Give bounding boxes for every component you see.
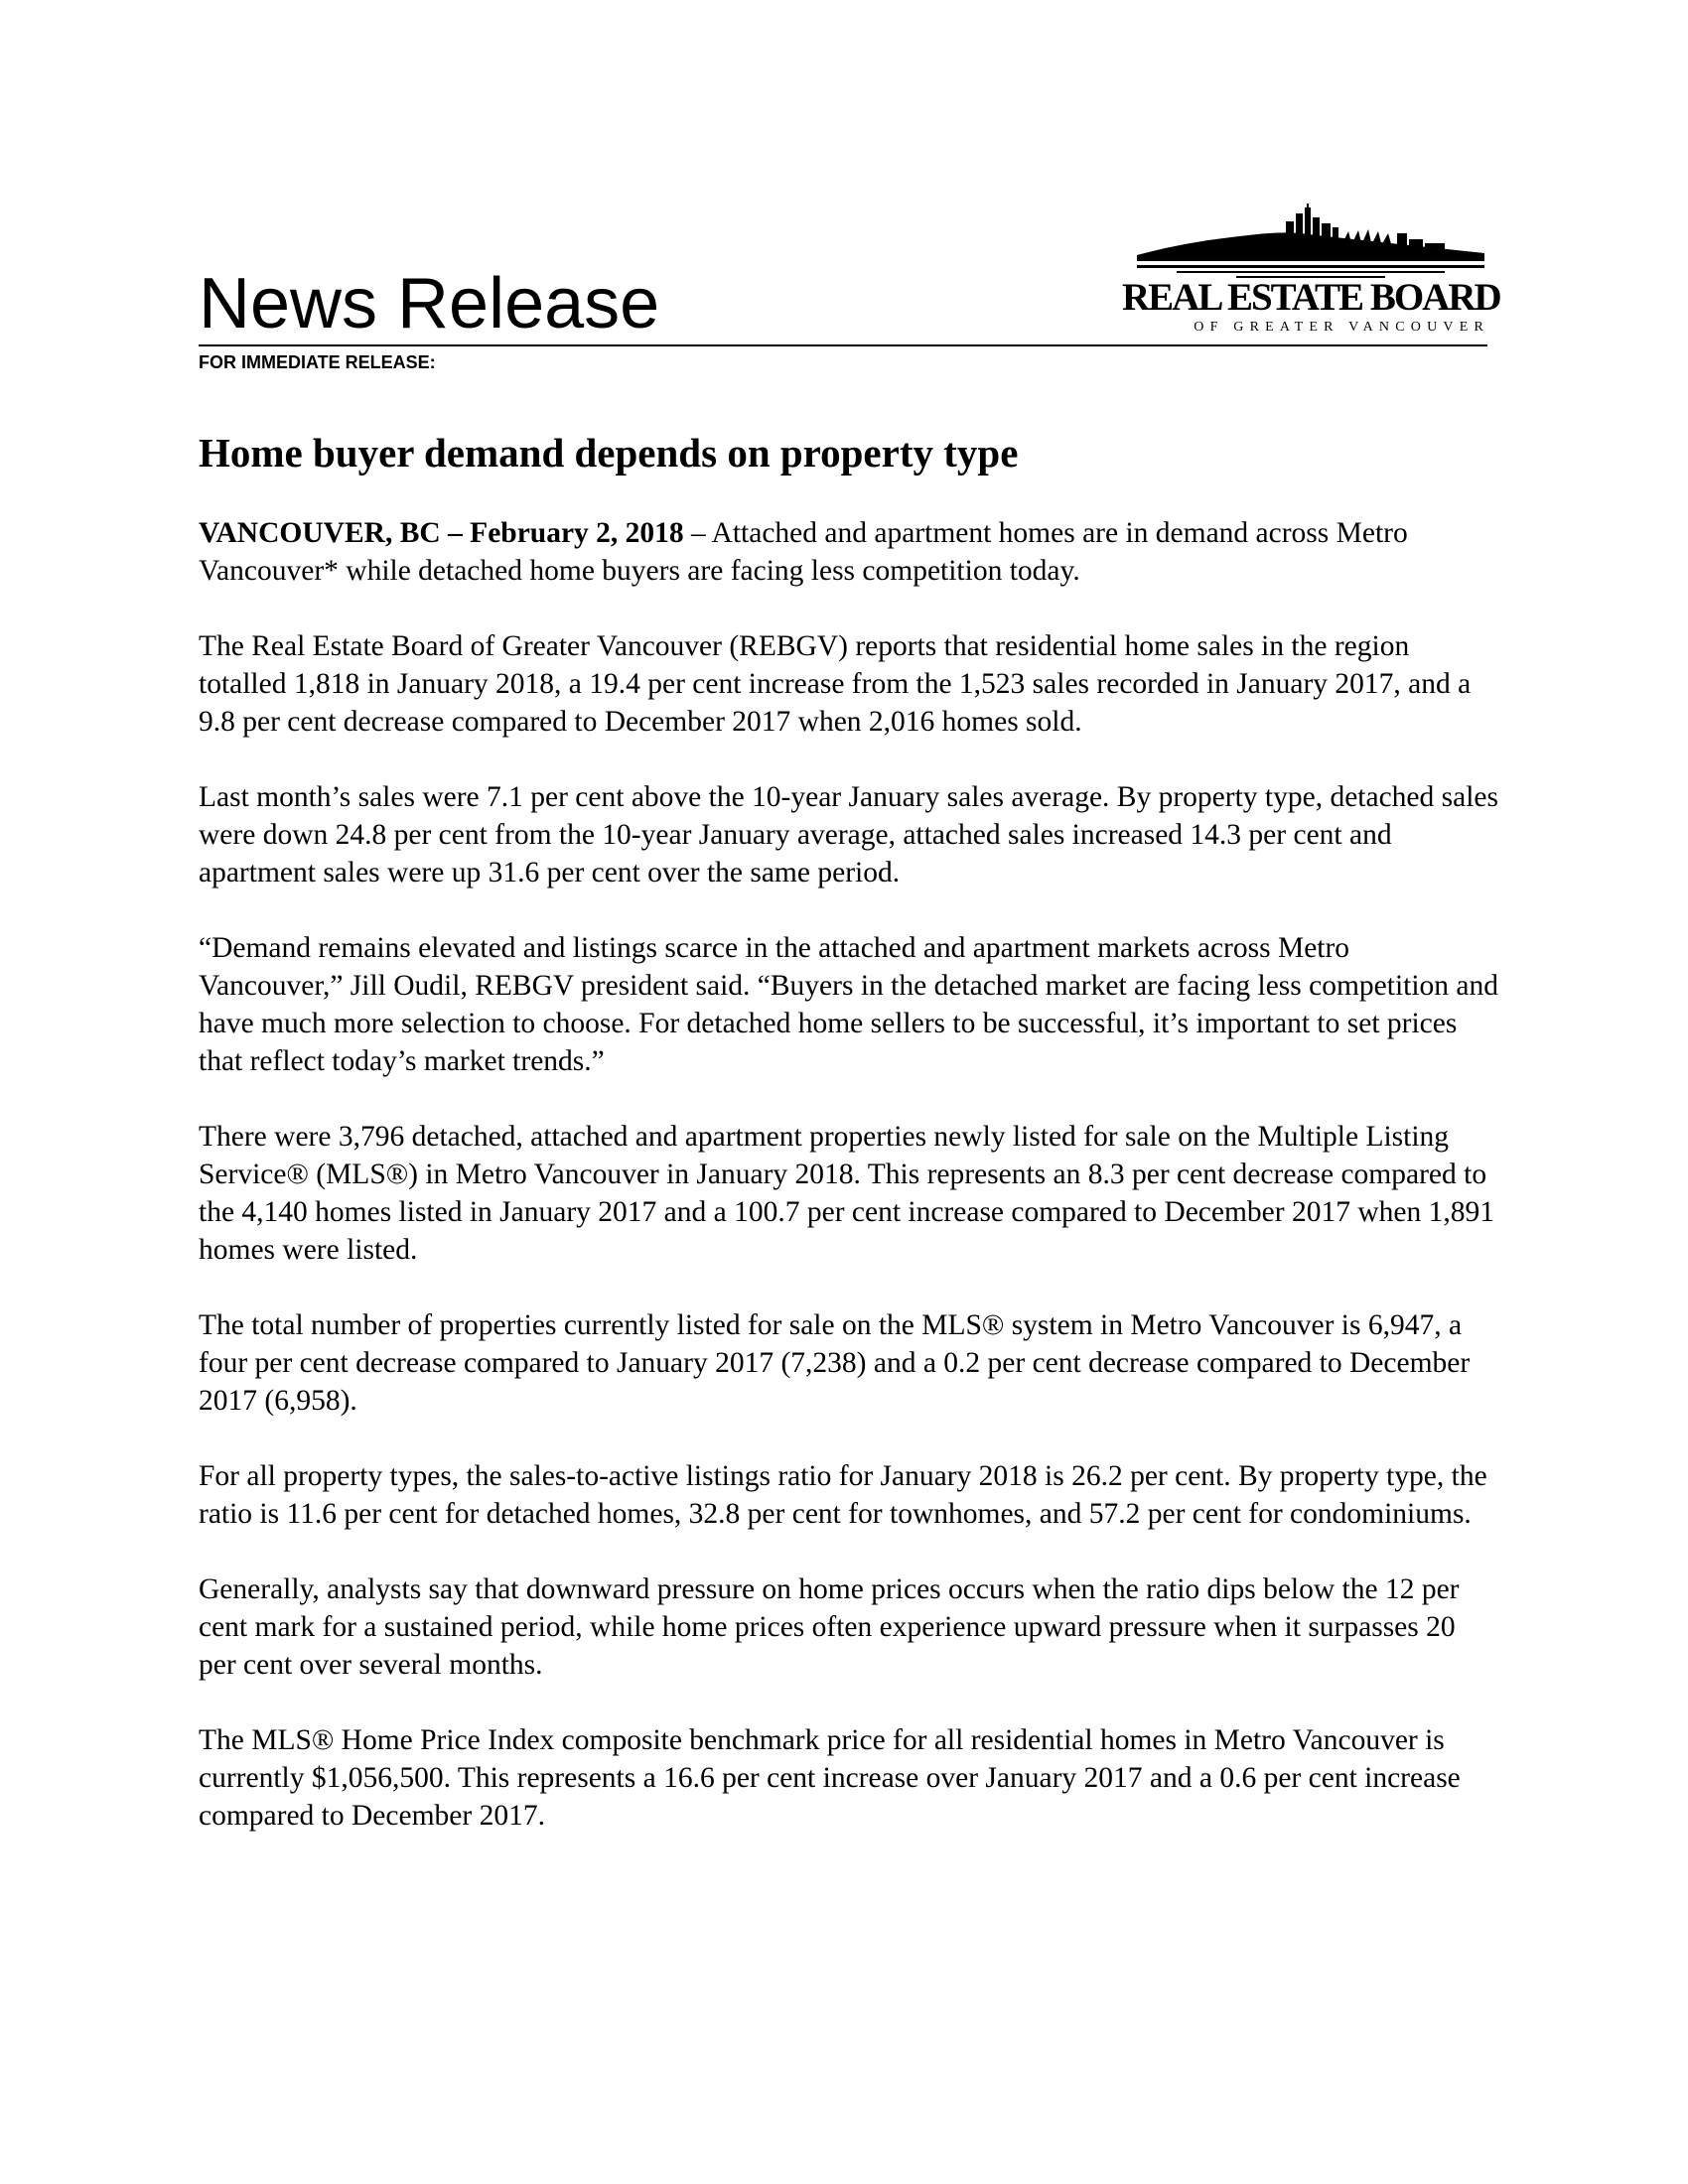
paragraph-quote: “Demand remains elevated and listings scarce in the attached and apartment markets across Metro Vancouver,” Jill Oudil, REBGV president said. “Buyers in the detached market are facing less competition and have much more selection to choose. For detached home sellers to be successful, it’s important to set prices that reflect today’s market trends.” [199,932,1499,1077]
paragraph-ratio: For all property types, the sales-to-active listings ratio for January 2018 is 26.2 per cent. By property type, the ratio is 11.6 per cent for detached homes, 32.8 per cent for townhomes, and 57.2 per cent for condominiums. [199,1460,1487,1530]
lead-text: Attached and apartment homes are in demand across Metro Vancouver* while detached home buyers are facing less competition today. [199,517,1408,587]
article-headline: Home buyer demand depends on property type [199,430,1019,476]
paragraph-analysis: Generally, analysts say that downward pressure on home prices occurs when the ratio dips below the 12 per cent mark for a sustained period, while home prices often experience upward pressure when it surpasses 20 per cent over several months. [199,1573,1460,1681]
paragraph-sales: The Real Estate Board of Greater Vancouver (REBGV) reports that residential home sales in the region totalled 1,818 in January 2018, a 19.4 per cent increase from the 1,523 sales recorded in January 2017, and a 9.8 per cent decrease compared to December 2017 when 2,016 homes sold. [199,630,1472,738]
logo-subtitle: OF GREATER VANCOUVER [1194,320,1489,335]
logo-wordmark: REAL ESTATE BOARD [1122,276,1500,319]
header-divider [199,344,1487,346]
paragraph-averages: Last month’s sales were 7.1 per cent above the 10-year January sales average. By property type, detached sales were down 24.8 per cent from the 10-year January average, attached sales increased 14.3 per cent and apartment sales were up 31.6 per cent over the same period. [199,781,1498,888]
paragraph-new-listings: There were 3,796 detached, attached and apartment properties newly listed for sale on the Multiple Listing Service® (MLS®) in Metro Vancouver in January 2018. This represents an 8.3 per cent decrease compared to the 4,140 homes listed in January 2017 and a 100.7 per cent increase compared to December 2017 when 1,891 homes were listed. [199,1121,1494,1266]
dateline: VANCOUVER, BC – February 2, 2018 [199,517,684,549]
release-notice: FOR IMMEDIATE RELEASE: [199,352,436,372]
paragraph-price-index: The MLS® Home Price Index composite benchmark price for all residential homes in Metro Vancouver is currently $1,056,500. This represents a 16.6 per cent increase over January 2017 and a 0.6 per cent increase compared to December 2017. [199,1724,1461,1832]
paragraph-total-listings: The total number of properties currently listed for sale on the MLS® system in Metro Vancouver is 6,947, a four per cent decrease compared to January 2017 (7,238) and a 0.2 per cent decrease compared to December 2017 (6,958). [199,1309,1471,1417]
rebgv-logo [1122,204,1500,335]
dateline-dash: – [683,517,712,549]
lead-paragraph [199,514,1499,590]
article-body [199,514,1499,1872]
page-title: News Release [199,264,660,343]
skyline-logo-icon [1137,204,1484,281]
